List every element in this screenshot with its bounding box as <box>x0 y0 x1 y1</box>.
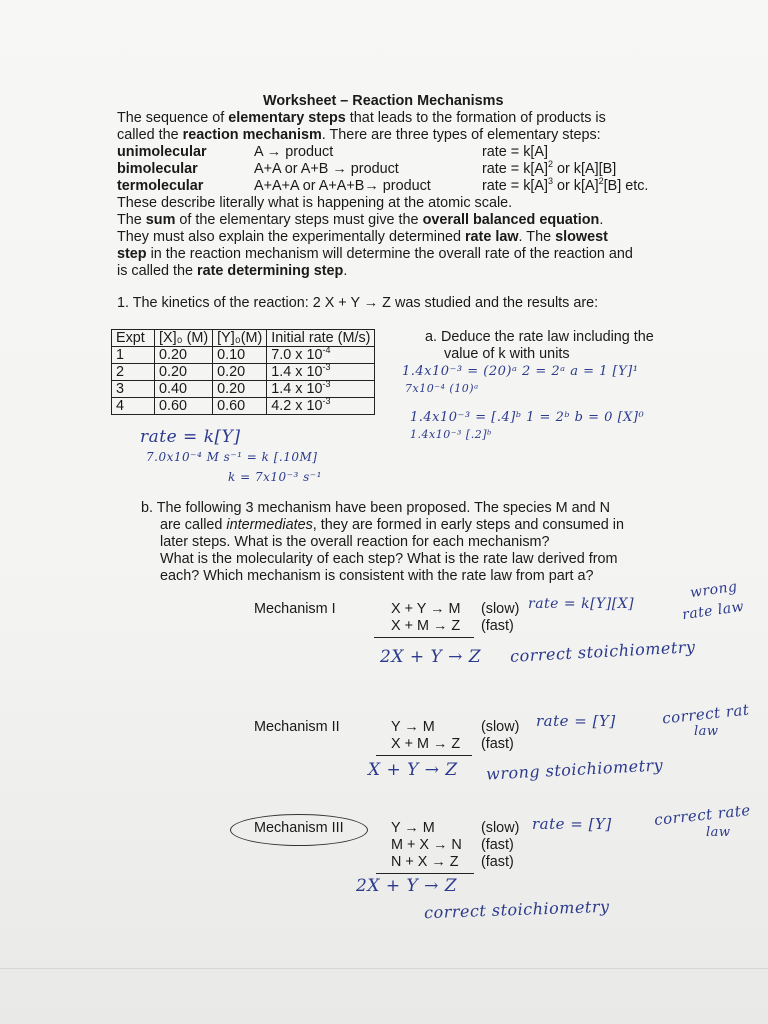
kinetics-table <box>111 329 375 415</box>
mechanism-3-step-1-speed: (slow) <box>481 820 520 836</box>
mechanism-1-handwritten-note-2: rate law <box>681 598 746 624</box>
mechanism-1-step-1: X + Y → M <box>391 601 461 617</box>
mechanism-2-handwritten-note-1: correct rat <box>661 700 751 728</box>
cell-expt: 2 <box>112 364 155 381</box>
mechanism-3-handwritten-stoichiometry: correct stoichiometry <box>423 896 610 923</box>
part-a-line-2: value of k with units <box>444 346 570 362</box>
cell-x0: 0.60 <box>155 398 213 415</box>
header-x0: [X]₀ (M) <box>155 330 213 347</box>
step-type-bimolecular: bimolecular <box>117 161 198 177</box>
mechanism-2-step-2-speed: (fast) <box>481 736 514 752</box>
mechanism-1-label: Mechanism I <box>254 601 336 617</box>
mechanism-1-handwritten-stoichiometry: correct stoichiometry <box>509 637 696 666</box>
cell-y0: 0.10 <box>213 347 267 364</box>
mechanism-2-step-1: Y → M <box>391 719 435 735</box>
handwritten-rate-law: rate = k[Y] <box>140 427 241 447</box>
header-expt: Expt <box>112 330 155 347</box>
mechanism-2-sum-rule <box>376 755 472 756</box>
mechanism-3-handwritten-note-1: correct rate <box>653 800 752 830</box>
intro-line-1: The sequence of elementary steps that leads to the formation of products is <box>117 110 606 126</box>
mechanism-1-step-1-speed: (slow) <box>481 601 520 617</box>
part-a-line-1: a. Deduce the rate law including the <box>425 329 654 345</box>
step-rate-termolecular: rate = $k[A]^3$ or $k[A]^2[B]$ etc. <box>482 176 649 194</box>
mechanism-2-step-1-speed: (slow) <box>481 719 520 735</box>
table-row <box>112 381 375 398</box>
step-type-unimolecular: unimolecular <box>117 144 207 160</box>
part-b-line-5: each? Which mechanism is consistent with the rate law from part a? <box>160 568 594 584</box>
cell-rate: 1.4 x $10^{-3}$ <box>267 381 375 398</box>
mechanism-3-step-2: M + X → N <box>391 837 462 853</box>
mechanism-2-step-2: X + M → Z <box>391 736 461 752</box>
mechanism-3-handwritten-rate: rate = [Y] <box>532 815 612 833</box>
mechanism-3-step-1: Y → M <box>391 820 435 836</box>
mechanism-3-sum-rule <box>376 873 474 874</box>
para-line-1: These describe literally what is happening at the atomic scale. <box>117 195 513 211</box>
cell-expt: 4 <box>112 398 155 415</box>
part-b-line-3: later steps. What is the overall reaction for each mechanism? <box>160 534 550 550</box>
table-row <box>112 364 375 381</box>
step-reaction-bimolecular: A+A or A+B → product <box>254 161 399 177</box>
cell-y0: 0.20 <box>213 364 267 381</box>
mechanism-3-handwritten-sum: 2X + Y → Z <box>356 876 458 896</box>
para-line-3: They must also explain the experimentally determined rate law. The slowest <box>117 229 608 245</box>
mechanism-1-step-2: X + M → Z <box>391 618 461 634</box>
mechanism-1-step-2-speed: (fast) <box>481 618 514 634</box>
cell-expt: 1 <box>112 347 155 364</box>
step-rate-unimolecular: rate = k[A] <box>482 144 548 160</box>
para-line-2: The sum of the elementary steps must give the overall balanced equation. <box>117 212 604 228</box>
mechanism-3-step-3-speed: (fast) <box>481 854 514 870</box>
mechanism-3-step-3: N + X → Z <box>391 854 459 870</box>
mechanism-1-sum-rule <box>374 637 474 638</box>
part-b-line-2: are called intermediates, they are formed in early steps and consumed in <box>160 517 624 533</box>
step-type-termolecular: termolecular <box>117 178 204 194</box>
cell-x0: 0.20 <box>155 364 213 381</box>
cell-x0: 0.40 <box>155 381 213 398</box>
table-row <box>112 398 375 415</box>
cell-rate: 4.2 x $10^{-3}$ <box>267 398 375 415</box>
mechanism-1-handwritten-sum: 2X + Y → Z <box>380 647 482 667</box>
step-reaction-termolecular: A+A+A or A+A+B→ product <box>254 178 431 194</box>
mechanism-3-label: Mechanism III <box>254 820 344 836</box>
cell-y0: 0.20 <box>213 381 267 398</box>
para-line-5: is called the rate determining step. <box>117 263 348 279</box>
cell-expt: 3 <box>112 381 155 398</box>
part-b-line-4: What is the molecularity of each step? What is the rate law derived from <box>160 551 618 567</box>
mechanism-3-step-2-speed: (fast) <box>481 837 514 853</box>
cell-rate: 7.0 x $10^{-4}$ <box>267 347 375 364</box>
mechanism-1-handwritten-note-1: wrong <box>689 578 739 602</box>
step-reaction-unimolecular: A → product <box>254 144 334 160</box>
mechanism-1-handwritten-rate: rate = k[Y][X] <box>528 596 635 612</box>
mechanism-2-handwritten-rate: rate = [Y] <box>536 712 616 730</box>
handwritten-ratio-2-denominator: 1.4x10⁻³ [.2]ᵇ <box>410 428 492 441</box>
intro-line-2: called the reaction mechanism. There are three types of elementary steps: <box>117 127 601 143</box>
part-b-line-1: b. The following 3 mechanism have been proposed. The species M and N <box>141 500 611 516</box>
handwritten-ratio-1-denominator: 7x10⁻⁴ (10)ᵃ <box>405 382 479 395</box>
handwritten-k-calc: 7.0x10⁻⁴ M s⁻¹ = k [.10M] <box>146 450 318 464</box>
mechanism-3-handwritten-note-2: law <box>706 825 731 840</box>
mechanism-2-handwritten-stoichiometry: wrong stoichiometry <box>485 755 664 784</box>
worksheet-title: Worksheet – Reaction Mechanisms <box>263 93 504 109</box>
para-line-4: step in the reaction mechanism will determine the overall rate of the reaction and <box>117 246 633 262</box>
mechanism-2-handwritten-note-2: law <box>694 724 719 739</box>
table-row <box>112 347 375 364</box>
handwritten-ratio-2: 1.4x10⁻³ = [.4]ᵇ 1 = 2ᵇ b = 0 [X]⁰ <box>410 410 645 425</box>
handwritten-k-value: k = 7x10⁻³ s⁻¹ <box>228 470 322 484</box>
mechanism-2-label: Mechanism II <box>254 719 340 735</box>
handwritten-ratio-1: 1.4x10⁻³ = (20)ᵃ 2 = 2ᵃ a = 1 [Y]¹ <box>402 364 639 379</box>
question-1-text: 1. The kinetics of the reaction: 2 X + Y → Z was studied and the results are: <box>117 295 599 311</box>
header-y0: [Y]₀(M) <box>213 330 267 347</box>
kinetics-header-row <box>112 330 375 347</box>
cell-x0: 0.20 <box>155 347 213 364</box>
mechanism-2-handwritten-sum: X + Y → Z <box>368 760 458 780</box>
cell-y0: 0.60 <box>213 398 267 415</box>
step-rate-bimolecular: rate = $k[A]^2$ or k[A][B] <box>482 159 617 177</box>
header-rate: Initial rate (M/s) <box>267 330 375 347</box>
cell-rate: 1.4 x $10^{-3}$ <box>267 364 375 381</box>
